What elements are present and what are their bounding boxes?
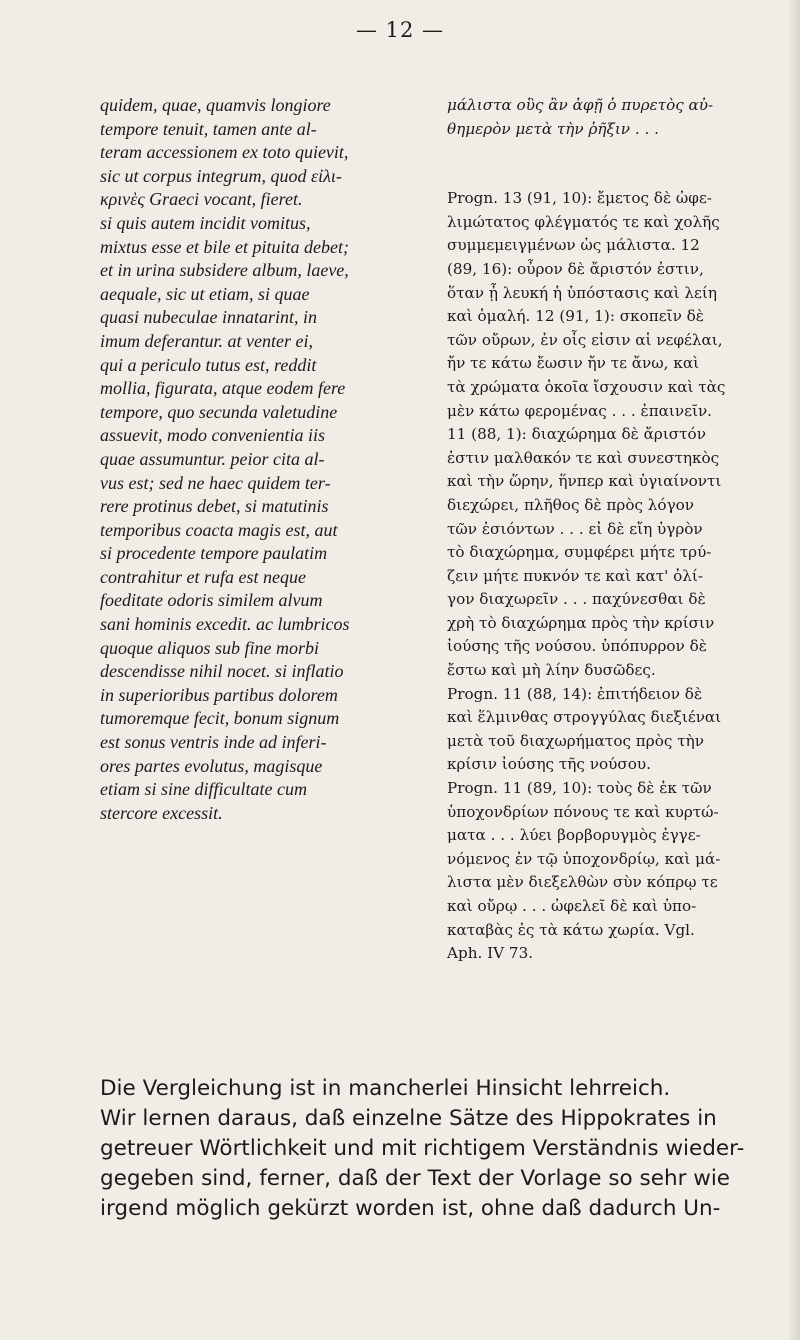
latin-text-line: temporibus coacta magis est, aut: [100, 519, 338, 540]
greek-text-line: καταβὰς ἐς τὰ κάτω χωρία. Vgl.: [447, 920, 695, 939]
greek-intro: [447, 94, 767, 141]
commentary-line: Die Vergleichung ist in mancherlei Hinsicht lehrreich.: [100, 1076, 671, 1101]
greek-text-line: μὲν κάτω φερομένας . . . ἐπαινεῖν.: [447, 401, 713, 420]
greek-citations: [447, 187, 767, 966]
greek-text-line: τῶν ἐσιόντων . . . εἰ δὲ εἴη ὑγρὸν: [447, 519, 703, 538]
commentary-line: gegeben sind, ferner, daß der Text der Vorlage so sehr wie: [100, 1166, 731, 1191]
latin-text-line: contrahitur et rufa est neque: [100, 566, 306, 587]
latin-text-line: est sonus ventris inde ad inferi-: [100, 732, 327, 753]
greek-text-line: Aph. IV 73.: [447, 944, 534, 963]
latin-text-line: mollia, figurata, atque eodem fere: [100, 378, 346, 399]
latin-text-line: aequale, sic ut etiam, si quae: [100, 283, 310, 304]
page-edge-shadow: [790, 0, 800, 1340]
latin-text-line: qui a periculo tutus est, reddit: [100, 354, 317, 375]
commentary-paragraph: [100, 1074, 770, 1224]
greek-text-line: ἐστιν μαλθακόν τε καὶ συνεστηκὸς: [447, 448, 720, 467]
greek-intro-line: θημερὸν μετὰ τὴν ῥῆξιν . . .: [447, 119, 660, 138]
greek-text-line: Progn. 11 (89, 10): τοὺς δὲ ἐκ τῶν: [447, 779, 712, 798]
page-number: — 12 —: [355, 18, 445, 42]
greek-intro-line: μάλιστα οὓς ἂν ἀφῇ ὁ πυρετὸς αὐ-: [447, 96, 714, 114]
latin-text-line: κρινὲς Graeci vocant, fieret.: [100, 189, 303, 210]
greek-text-line: (89, 16): οὖρον δὲ ἄριστόν ἐστιν,: [447, 259, 704, 278]
greek-text-line: καὶ ὁμαλή. 12 (91, 1): σκοπεῖν δὲ: [447, 307, 704, 326]
greek-text-line: ὑποχονδρίων πόνους τε καὶ κυρτώ-: [447, 802, 719, 821]
latin-text-line: quoque aliquos sub fine morbi: [100, 637, 319, 658]
latin-text-line: si quis autem incidit vomitus,: [100, 212, 311, 233]
greek-text-line: Progn. 11 (88, 14): ἐπιτήδειον δὲ: [447, 684, 703, 703]
greek-text-line: 11 (88, 1): διαχώρημα δὲ ἄριστόν: [447, 425, 706, 444]
latin-column: [100, 94, 440, 825]
commentary-line: getreuer Wörtlichkeit und mit richtigem Verständnis wieder-: [100, 1136, 745, 1161]
latin-text-line: rere protinus debet, si matutinis: [100, 496, 329, 517]
greek-text-line: χρὴ τὸ διαχώρημα πρὸς τὴν κρίσιν: [447, 613, 715, 632]
latin-text-line: assuevit, modo convenientia iis: [100, 425, 325, 446]
latin-text-line: foeditate odoris similem alvum: [100, 590, 323, 611]
latin-text-line: stercore excessit.: [100, 802, 223, 823]
latin-text-line: quidem, quae, quamvis longiore: [100, 95, 331, 115]
column-gap: [447, 141, 767, 187]
greek-text-line: κρίσιν ἰούσης τῆς νούσου.: [447, 755, 651, 774]
latin-text-line: tempore, quo secunda valetudine: [100, 401, 338, 422]
greek-text-line: καὶ ἕλμινθας στρογγύλας διεξιέναι: [447, 708, 722, 727]
greek-text-line: ματα . . . λύει βορβορυγμὸς ἐγγε-: [447, 826, 701, 845]
latin-text-line: etiam si sine difficultate cum: [100, 779, 307, 800]
greek-text-line: καὶ τὴν ὥρην, ἥνπερ καὶ ὑγιαίνοντι: [447, 472, 722, 491]
latin-text-line: et in urina subsidere album, laeve,: [100, 260, 349, 281]
latin-text-line: teram accessionem ex toto quievit,: [100, 142, 349, 163]
commentary-line: irgend möglich gekürzt worden ist, ohne daß dadurch Un-: [100, 1196, 721, 1221]
latin-text-line: imum deferantur. at venter ei,: [100, 330, 313, 351]
latin-text-line: quae assumuntur. peior cita al-: [100, 448, 325, 469]
greek-text-line: ζειν μήτε πυκνόν τε καὶ κατ' ὀλί-: [447, 566, 703, 585]
greek-text-line: τὰ χρώματα ὁκοῖα ἴσχουσιν καὶ τὰς: [447, 377, 726, 396]
latin-text-line: vus est; sed ne haec quidem ter-: [100, 472, 331, 493]
greek-column: [447, 94, 767, 966]
greek-text-line: λιστα μὲν διεξελθὼν σὺν κόπρῳ τε: [447, 873, 718, 892]
latin-text-line: tumoremque fecit, bonum signum: [100, 708, 340, 729]
greek-text-line: ἰούσης τῆς νούσου. ὑπόπυρρον δὲ: [447, 637, 707, 656]
latin-text-line: sic ut corpus integrum, quod εἰλι-: [100, 165, 342, 186]
greek-text-line: ὅταν ᾖ λευκή ἡ ὑπόστασις καὶ λείη: [447, 283, 717, 302]
latin-text-line: ores partes evolutus, magisque: [100, 755, 323, 776]
latin-text-line: in superioribus partibus dolorem: [100, 684, 338, 705]
greek-text-line: λιμώτατος φλέγματός τε καὶ χολῆς: [447, 212, 720, 231]
greek-text-line: συμμεμειγμένων ὡς μάλιστα. 12: [447, 236, 700, 255]
greek-text-line: καὶ οὔρῳ . . . ὠφελεῖ δὲ καὶ ὑπο-: [447, 897, 697, 915]
greek-text-line: Progn. 13 (91, 10): ἔμετος δὲ ὠφε-: [447, 189, 712, 208]
greek-text-line: διεχώρει, πλῆθος δὲ πρὸς λόγον: [447, 495, 695, 514]
latin-text-line: si procedente tempore paulatim: [100, 543, 328, 564]
latin-text-line: sani hominis excedit. ac lumbricos: [100, 614, 350, 635]
greek-text-line: γον διαχωρεῖν . . . παχύνεσθαι δὲ: [447, 590, 706, 609]
greek-text-line: ἔστω καὶ μὴ λίην δυσῶδες.: [447, 661, 656, 680]
greek-text-line: τὸ διαχώρημα, συμφέρει μήτε τρύ-: [447, 543, 712, 562]
greek-text-line: μετὰ τοῦ διαχωρήματος πρὸς τὴν: [447, 731, 704, 750]
latin-text-line: mixtus esse et bile et pituita debet;: [100, 236, 349, 257]
greek-text-line: νόμενος ἐν τῷ ὑποχονδρίῳ, καὶ μά-: [447, 849, 721, 868]
latin-text-line: descendisse nihil nocet. si inflatio: [100, 661, 344, 682]
latin-text-line: tempore tenuit, tamen ante al-: [100, 118, 317, 139]
greek-text-line: τῶν οὔρων, ἐν οἷς εἰσιν αἱ νεφέλαι,: [447, 330, 723, 349]
latin-text-line: quasi nubeculae innatarint, in: [100, 307, 317, 328]
greek-text-line: ἤν τε κάτω ἔωσιν ἤν τε ἄνω, καὶ: [447, 354, 700, 373]
commentary-line: Wir lernen daraus, daß einzelne Sätze des Hippokrates in: [100, 1106, 717, 1131]
